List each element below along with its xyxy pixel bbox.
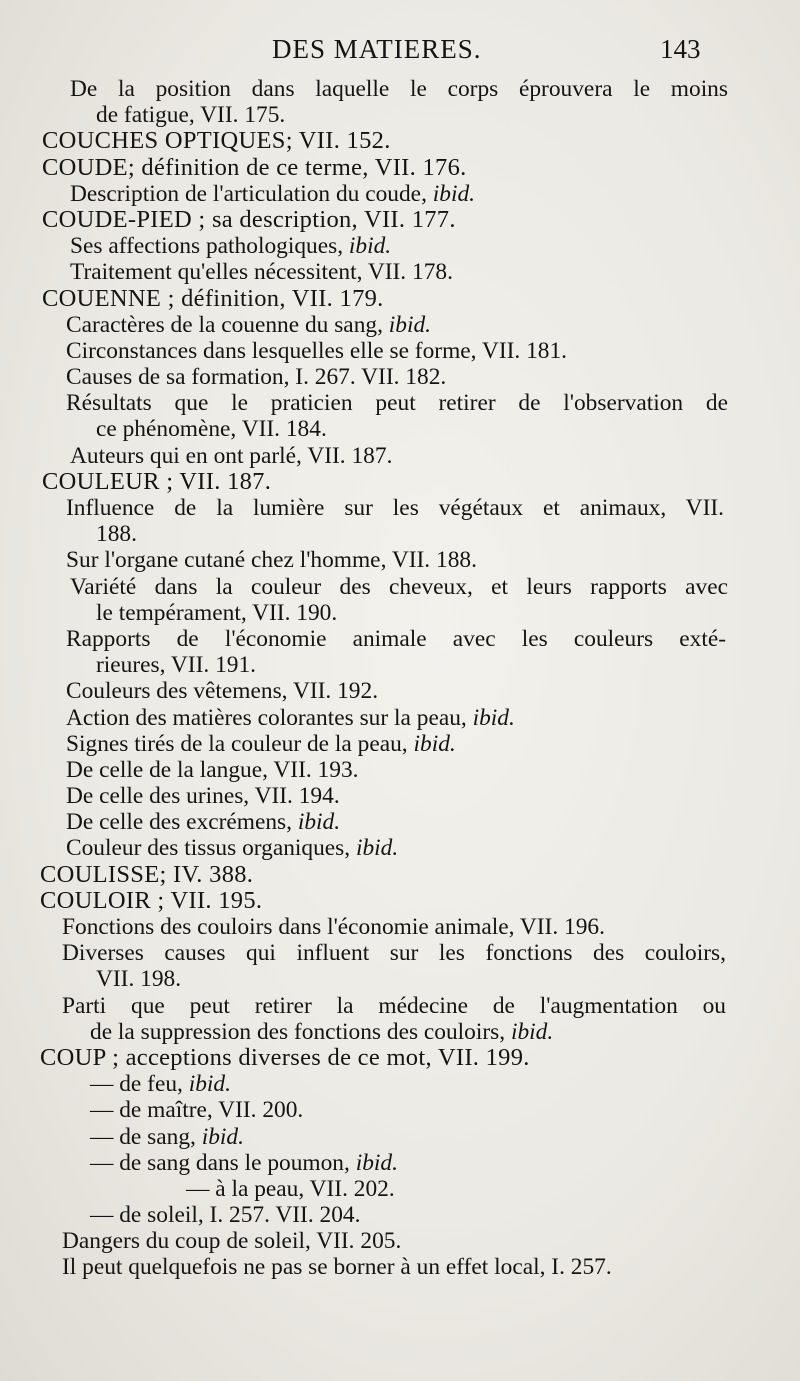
dash-subentry: — de feu, ibid. [90, 1071, 231, 1098]
subentry-line: Diverses causes qui influent sur les fonctions des couloirs, [62, 940, 726, 967]
page-number: 143 [660, 34, 701, 64]
headword-line: COUDE-PIED ; sa description, VII. 177. [42, 205, 456, 233]
dash-subentry: — de sang, ibid. [90, 1123, 244, 1150]
subentry-continuation: 188. [96, 521, 137, 548]
subentry-line: De la position dans laquelle le corps éprouvera le moins [70, 76, 728, 102]
subentry-continuation: VII. 198. [96, 966, 182, 993]
subentry-line: Description de l'articulation du coude, ibid. [70, 180, 476, 207]
subentry-line: De celle des urines, VII. 194. [66, 783, 340, 810]
subentry-continuation: de la suppression des fonctions des couloirs, ibid. [90, 1018, 554, 1045]
headword-line: COUP ; acceptions diverses de ce mot, VII. 199. [40, 1043, 530, 1071]
subentry-line: De celle des excrémens, ibid. [66, 809, 341, 836]
dash-subentry: — de sang dans le poumon, ibid. [90, 1149, 398, 1176]
headword-line: COUCHES OPTIQUES; VII. 152. [42, 127, 391, 155]
subentry-line: Caractères de la couenne du sang, ibid. [66, 311, 432, 338]
subentry-line: Causes de sa formation, I. 267. VII. 182. [66, 364, 447, 391]
subentry-line: Rapports de l'économie animale avec les couleurs exté- [66, 625, 726, 652]
dash-subentry: — de maître, VII. 200. [90, 1097, 304, 1124]
subentry-line: Fonctions des couloirs dans l'économie animale, VII. 196. [62, 914, 605, 940]
subentry-continuation: ce phénomène, VII. 184. [96, 416, 327, 443]
dash-subentry: — à la peau, VII. 202. [186, 1175, 395, 1202]
subentry-continuation: le tempérament, VII. 190. [96, 599, 338, 626]
subentry-line: Traitement qu'elles nécessitent, VII. 178. [70, 259, 453, 286]
subentry-line: Influence de la lumière sur les végétaux et animaux, VII. [66, 495, 724, 521]
headword-line: COUDE; définition de ce terme, VII. 176. [42, 153, 467, 181]
subentry-line: Dangers du coup de soleil, VII. 205. [62, 1228, 402, 1255]
headword-line: COULEUR ; VII. 187. [42, 467, 272, 495]
subentry-line: Variété dans la couleur des cheveux, et leurs rapports avec [70, 573, 728, 600]
subentry-line: Parti que peut retirer la médecine de l'augmentation ou [62, 992, 726, 1019]
headword-line: COUENNE ; définition, VII. 179. [42, 284, 384, 312]
subentry-line: Circonstances dans lesquelles elle se forme, VII. 181. [66, 337, 568, 364]
headword-line: COULOIR ; VII. 195. [40, 886, 263, 914]
running-head: DES MATIERES. [272, 34, 482, 64]
subentry-line: Ses affections pathologiques, ibid. [70, 233, 392, 260]
index-entries [0, 76, 800, 1281]
subentry-line: Sur l'organe cutané chez l'homme, VII. 188. [66, 547, 477, 574]
subentry-line: Couleurs des vêtemens, VII. 192. [66, 678, 379, 705]
subentry-continuation: de fatigue, VII. 175. [96, 102, 286, 129]
headword-line: COULISSE; IV. 388. [40, 860, 254, 888]
subentry-line: Auteurs qui en ont parlé, VII. 187. [70, 442, 393, 469]
subentry-line: Action des matières colorantes sur la peau, ibid. [66, 704, 515, 731]
subentry-line: Couleur des tissus organiques, ibid. [66, 835, 399, 862]
subentry-line: De celle de la langue, VII. 193. [66, 756, 359, 783]
subentry-line: Signes tirés de la couleur de la peau, ibid. [66, 730, 456, 757]
dash-subentry: — de soleil, I. 257. VII. 204. [90, 1202, 361, 1229]
subentry-line: Résultats que le praticien peut retirer de l'observation de [66, 390, 728, 417]
subentry-line: Il peut quelquefois ne pas se borner à un effet local, I. 257. [62, 1254, 612, 1281]
subentry-continuation: rieures, VII. 191. [96, 652, 257, 679]
page-header [0, 32, 800, 72]
